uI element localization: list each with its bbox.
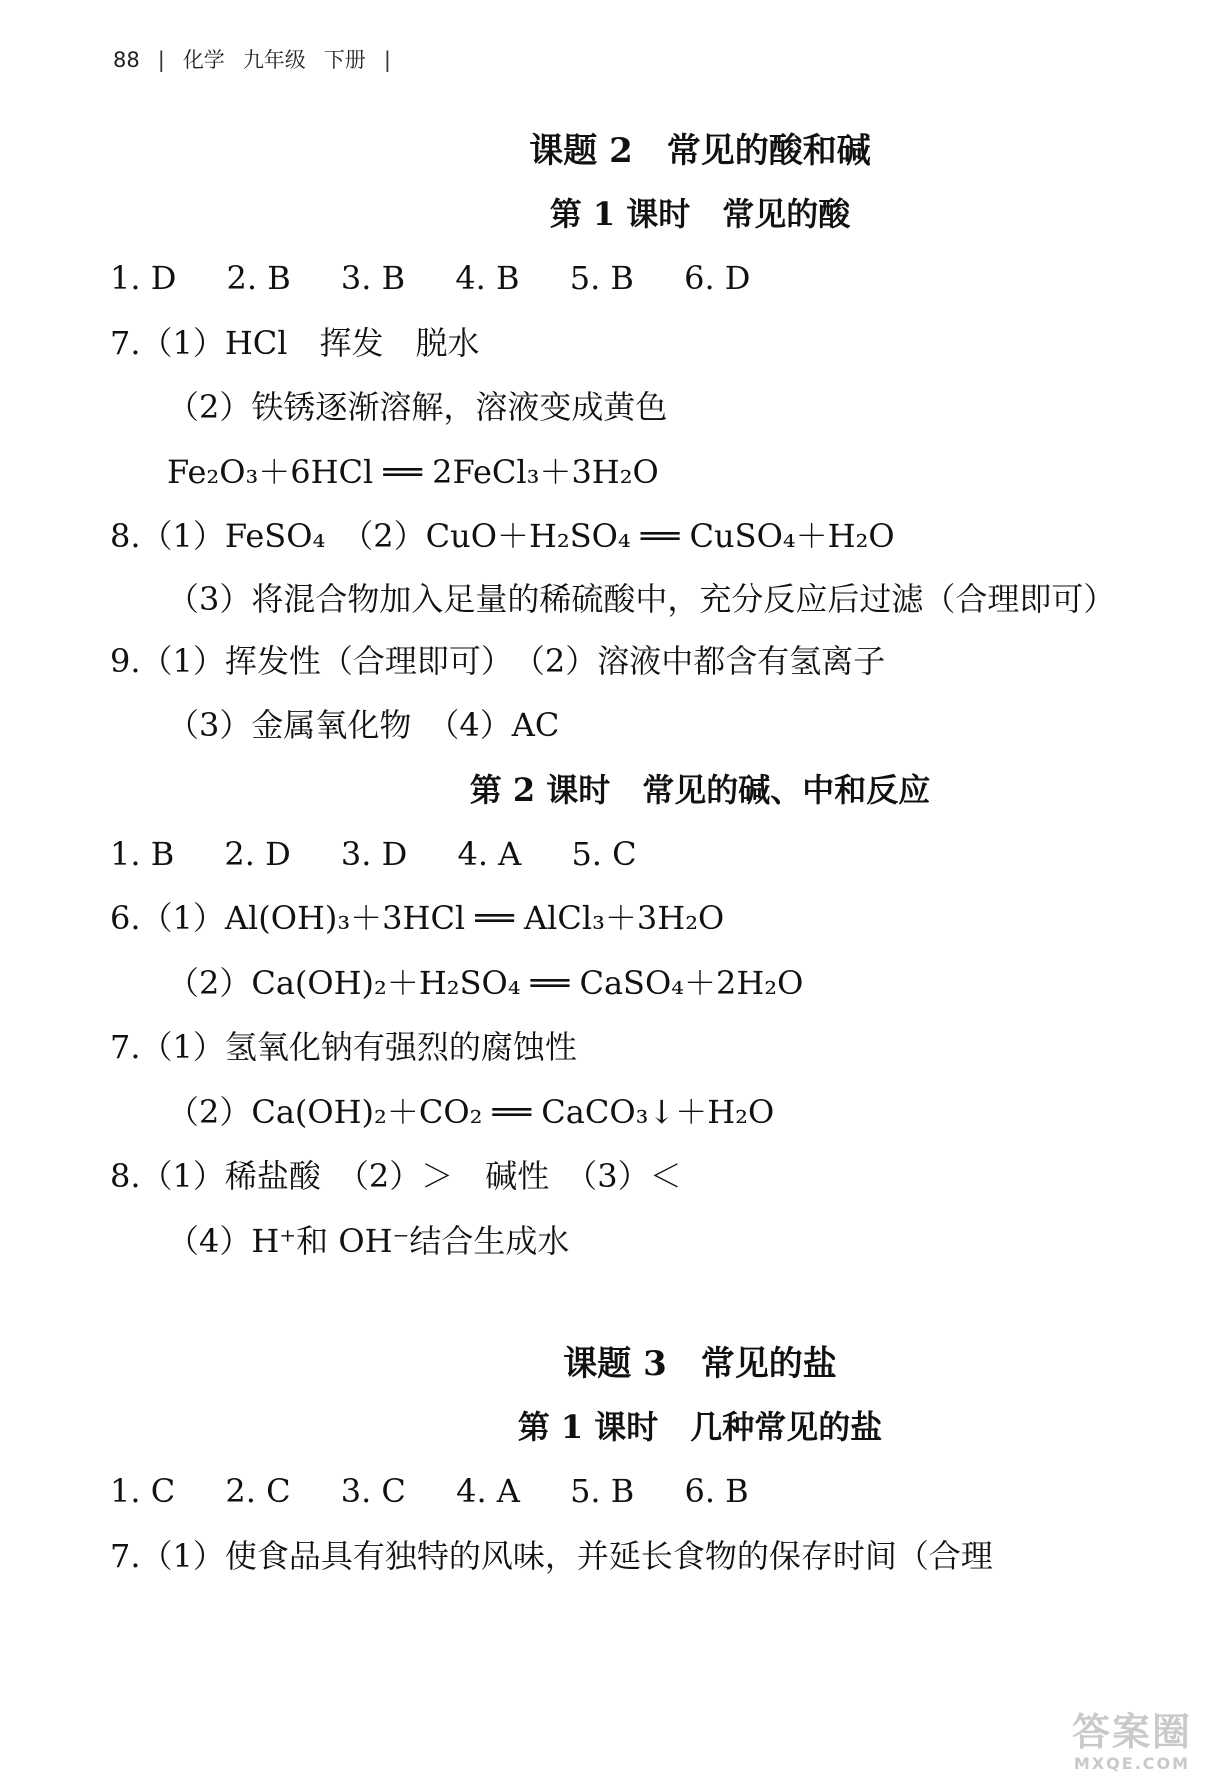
- answer-line: （4）H⁺和 OH⁻结合生成水: [167, 1221, 570, 1260]
- mc-answer: 5. B: [570, 1472, 635, 1510]
- mc-answer: 3. D: [340, 834, 408, 873]
- equation: Fe₂O₃＋6HCl ══ 2FeCl₃＋3H₂O: [167, 452, 659, 491]
- lesson-title: 第 1 课时 几种常见的盐: [517, 1408, 883, 1446]
- mc-answer: 5. C: [571, 834, 637, 873]
- page-number: 88: [113, 48, 140, 72]
- answer-line: 8.（1）稀盐酸 （2）＞ 碱性 （3）＜: [110, 1157, 682, 1195]
- mc-answers: [110, 246, 1140, 311]
- header-volume: 下册: [323, 48, 366, 72]
- mc-answers: [110, 822, 1140, 887]
- mc-answer: 4. A: [457, 834, 522, 873]
- equation: （2）Ca(OH)₂＋CO₂ ══ CaCO₃↓＋H₂O: [167, 1092, 775, 1131]
- mc-answer: 1. B: [110, 834, 175, 873]
- answer-content: [110, 120, 1140, 1588]
- answer-line: 7.（1）氢氧化钠有强烈的腐蚀性: [110, 1028, 577, 1066]
- watermark-logo: [1052, 1710, 1212, 1780]
- lesson-title: 第 1 课时 常见的酸: [549, 195, 851, 233]
- mc-answer: 6. B: [684, 1472, 749, 1510]
- answer-line: （2）铁锈逐渐溶解，溶液变成黄色: [167, 388, 668, 426]
- mc-answer: 6. D: [684, 259, 751, 297]
- mc-answer: 2. B: [226, 259, 291, 297]
- mc-answer: 3. B: [340, 259, 406, 297]
- divider: |: [157, 48, 165, 72]
- answer-line: 7.（1）HCl 挥发 脱水: [110, 323, 480, 362]
- answer-line: 8.（1）FeSO₄ （2）CuO＋H₂SO₄ ══ CuSO₄＋H₂O: [110, 517, 895, 555]
- divider: |: [383, 48, 391, 72]
- mc-answer: 2. C: [225, 1472, 291, 1510]
- mc-answer: 1. C: [110, 1472, 176, 1510]
- answer-line: （3）金属氧化物 （4）AC: [167, 706, 560, 744]
- header-subject: 化学: [182, 48, 225, 72]
- mc-answer: 2. D: [224, 834, 291, 873]
- answer-line: （3）将混合物加入足量的稀硫酸中，充分反应后过滤（合理即可）: [167, 579, 1116, 618]
- mc-answers: [110, 1459, 1140, 1524]
- header-grade: 九年级: [242, 48, 306, 72]
- watermark-text: 答案圈: [1071, 1710, 1192, 1754]
- mc-answer: 5. B: [569, 259, 634, 297]
- mc-answer: 1. D: [110, 259, 177, 297]
- equation: 6.（1）Al(OH)₃＋3HCl ══ AlCl₃＋3H₂O: [110, 899, 725, 937]
- answer-line: 7.（1）使食品具有独特的风味，并延长食物的保存时间（合理: [110, 1536, 993, 1575]
- watermark-url: MXQE.COM: [1073, 1754, 1191, 1773]
- mc-answer: 4. A: [456, 1472, 520, 1510]
- mc-answer: 4. B: [455, 259, 520, 297]
- mc-answer: 3. C: [340, 1472, 406, 1510]
- section-title: 课题 3 常见的盐: [563, 1344, 837, 1384]
- section-title: 课题 2 常见的酸和碱: [529, 131, 871, 171]
- answer-line: 9.（1）挥发性（合理即可） （2）溶液中都含有氢离子: [110, 641, 886, 680]
- lesson-title: 第 2 课时 常见的碱、中和反应: [469, 770, 931, 809]
- equation: （2）Ca(OH)₂＋H₂SO₄ ══ CaSO₄＋2H₂O: [167, 963, 804, 1002]
- page-header: [113, 44, 391, 74]
